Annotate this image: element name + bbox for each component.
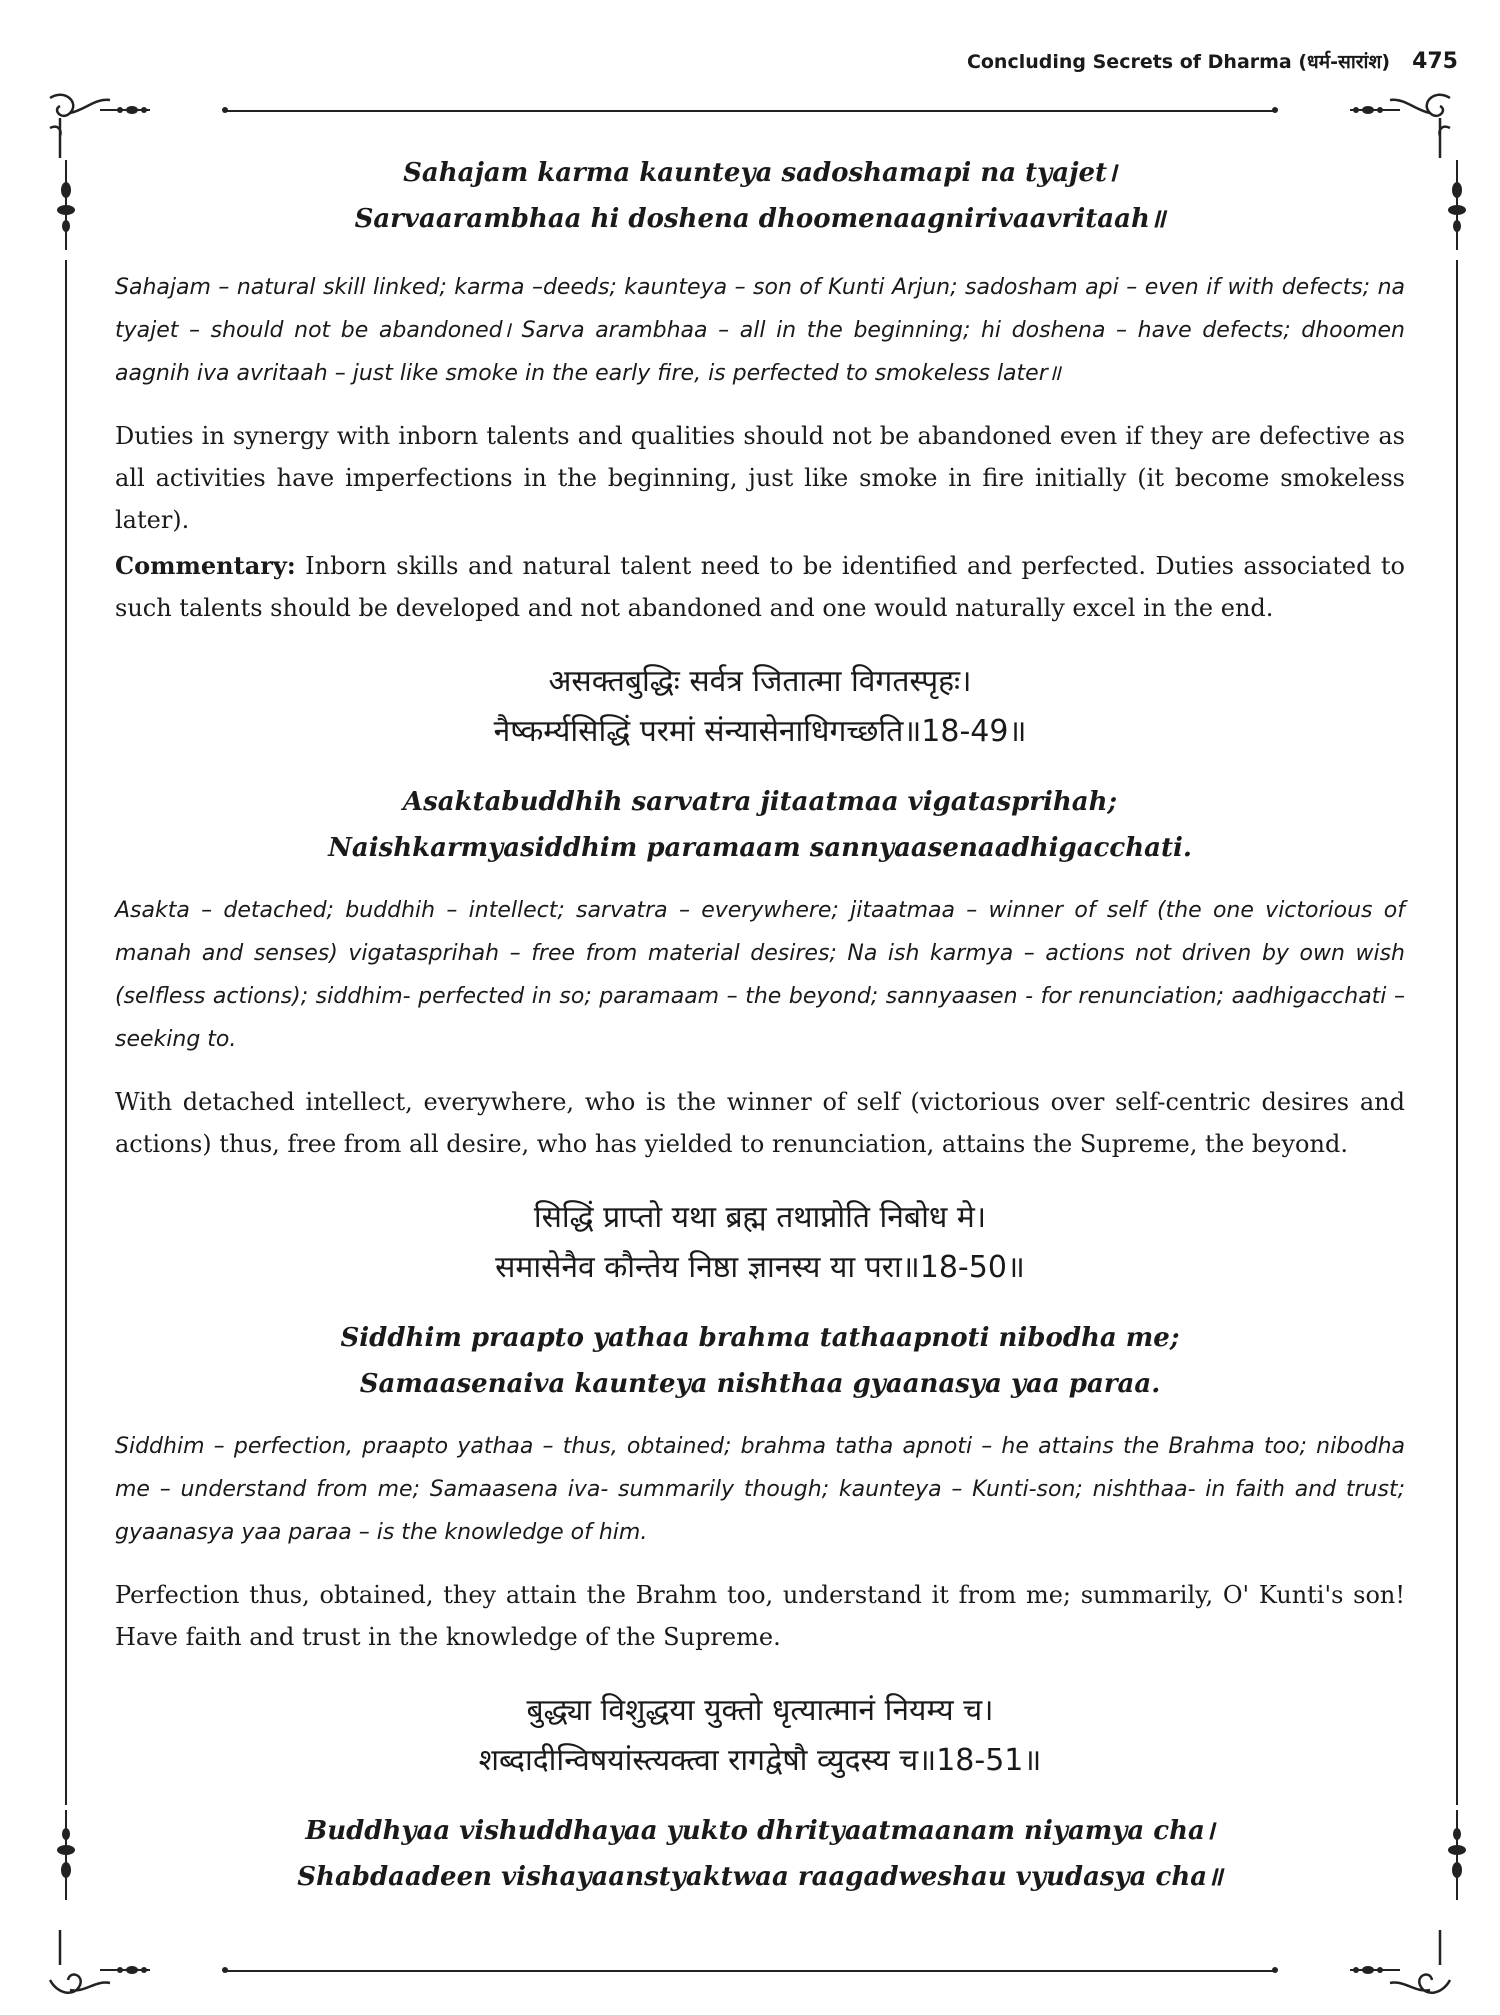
verse-devanagari-line: नैष्कर्म्यसिद्धिं परमां संन्यासेनाधिगच्छति॥18-49॥ xyxy=(493,714,1027,749)
left-border-line xyxy=(65,260,67,1805)
verse-transliteration-line: Naishkarmyasiddhim paramaam sannyaasenaadhigacchati. xyxy=(328,833,1192,863)
verse-devanagari-line: शब्दादीन्विषयांस्त्यक्त्वा रागद्वेषौ व्युदस्य च॥18-51॥ xyxy=(478,1743,1042,1778)
word-meaning-gloss: Sahajam – natural skill linked; karma –deeds; kaunteya – son of Kunti Arjun; sadosham api – even if with defects; na tyajet – should not be abandoned। Sarva arambhaa – all in the beginning; hi doshena – have defects; dhoomen aagnih iva avritaah – just like smoke in the early fire, is perfected to smokeless later॥ xyxy=(115,275,1405,386)
word-meaning-gloss: Asakta – detached; buddhih – intellect; sarvatra – everywhere; jitaatmaa – winner of self (the one victorious of manah and senses) vigatasprihah – free from material desires; Na ish karmya – actions not driven by own wish (selfless actions); siddhim- perfected in so; paramaam – the beyond; sannyaasen - for renunciation; aadhigacchati – seeking to. xyxy=(115,898,1405,1052)
verse-devanagari-line: बुद्ध्या विशुद्धया युक्तो धृत्यात्मानं नियम्य च। xyxy=(526,1693,994,1728)
left-side-ornament-icon xyxy=(51,1810,81,1900)
verse-translation: Perfection thus, obtained, they attain the Brahm too, understand it from me; summarily, O' Kunti's son! Have faith and trust in the knowledge of the Supreme. xyxy=(115,1581,1405,1651)
right-side-ornament-icon xyxy=(1442,160,1472,250)
verse-translation: Duties in synergy with inborn talents and qualities should not be abandoned even if they are defective as all activities have imperfections in the beginning, just like smoke in fire initially (it become smokeless later). xyxy=(115,422,1405,534)
verse-transliteration-line: Shabdaadeen vishayaanstyaktwaa raagadweshau vyudasya cha॥ xyxy=(297,1862,1223,1892)
commentary-label: Commentary: xyxy=(115,551,296,580)
page-body xyxy=(115,150,1405,1900)
verse-devanagari-line: असक्तबुद्धिः सर्वत्र जितात्मा विगतस्पृहः। xyxy=(548,664,972,699)
verse-devanagari-line: सिद्धिं प्राप्तो यथा ब्रह्म तथाप्नोति निबोध मे। xyxy=(533,1200,987,1235)
page-number: 475 xyxy=(1412,49,1458,74)
left-side-ornament-icon xyxy=(51,160,81,250)
top-border-line xyxy=(225,110,1275,112)
verse-transliteration-line: Sahajam karma kaunteya sadoshamapi na tyajet। xyxy=(403,158,1117,188)
verse-18-49 xyxy=(115,657,1405,1165)
verse-18-50 xyxy=(115,1193,1405,1658)
right-side-ornament-icon xyxy=(1442,1810,1472,1900)
commentary-text: Inborn skills and natural talent need to be identified and perfected. Duties associated to such talents should be developed and not abandoned and one would naturally excel in the end. xyxy=(115,552,1405,622)
verse-transliteration-line: Samaasenaiva kaunteya nishthaa gyaanasya yaa paraa. xyxy=(359,1369,1161,1399)
word-meaning-gloss: Siddhim – perfection, praapto yathaa – thus, obtained; brahma tatha apnoti – he attains the Brahma too; nibodha me – understand from me; Samaasena iva- summarily though; kaunteya – Kunti-son; nishthaa- in faith and trust; gyaanasya yaa paraa – is the knowledge of him. xyxy=(115,1434,1405,1545)
verse-transliteration-line: Sarvaarambhaa hi doshena dhoomenaagnirivaavritaah॥ xyxy=(354,204,1166,234)
verse-devanagari-line: समासेनैव कौन्तेय निष्ठा ज्ञानस्य या परा॥18-50॥ xyxy=(495,1250,1025,1285)
bottom-border-line xyxy=(225,1970,1275,1972)
verse-transliteration-line: Siddhim praapto yathaa brahma tathaapnoti nibodha me; xyxy=(340,1323,1180,1353)
chapter-title: Concluding Secrets of Dharma (धर्म-सारांश) xyxy=(966,51,1391,73)
right-border-line xyxy=(1456,260,1458,1805)
bottom-left-corner-ornament-icon xyxy=(40,1925,255,2015)
verse-18-48 xyxy=(115,150,1405,629)
verse-18-51 xyxy=(115,1686,1405,1900)
running-header xyxy=(967,48,1458,74)
verse-transliteration-line: Asaktabuddhih sarvatra jitaatmaa vigatasprihah; xyxy=(402,787,1118,817)
verse-transliteration-line: Buddhyaa vishuddhayaa yukto dhrityaatmaanam niyamya cha। xyxy=(305,1816,1215,1846)
verse-translation: With detached intellect, everywhere, who is the winner of self (victorious over self-centric desires and actions) thus, free from all desire, who has yielded to renunciation, attains the Supreme, the beyond. xyxy=(115,1088,1405,1158)
commentary xyxy=(115,545,1405,629)
bottom-right-corner-ornament-icon xyxy=(1245,1925,1460,2015)
